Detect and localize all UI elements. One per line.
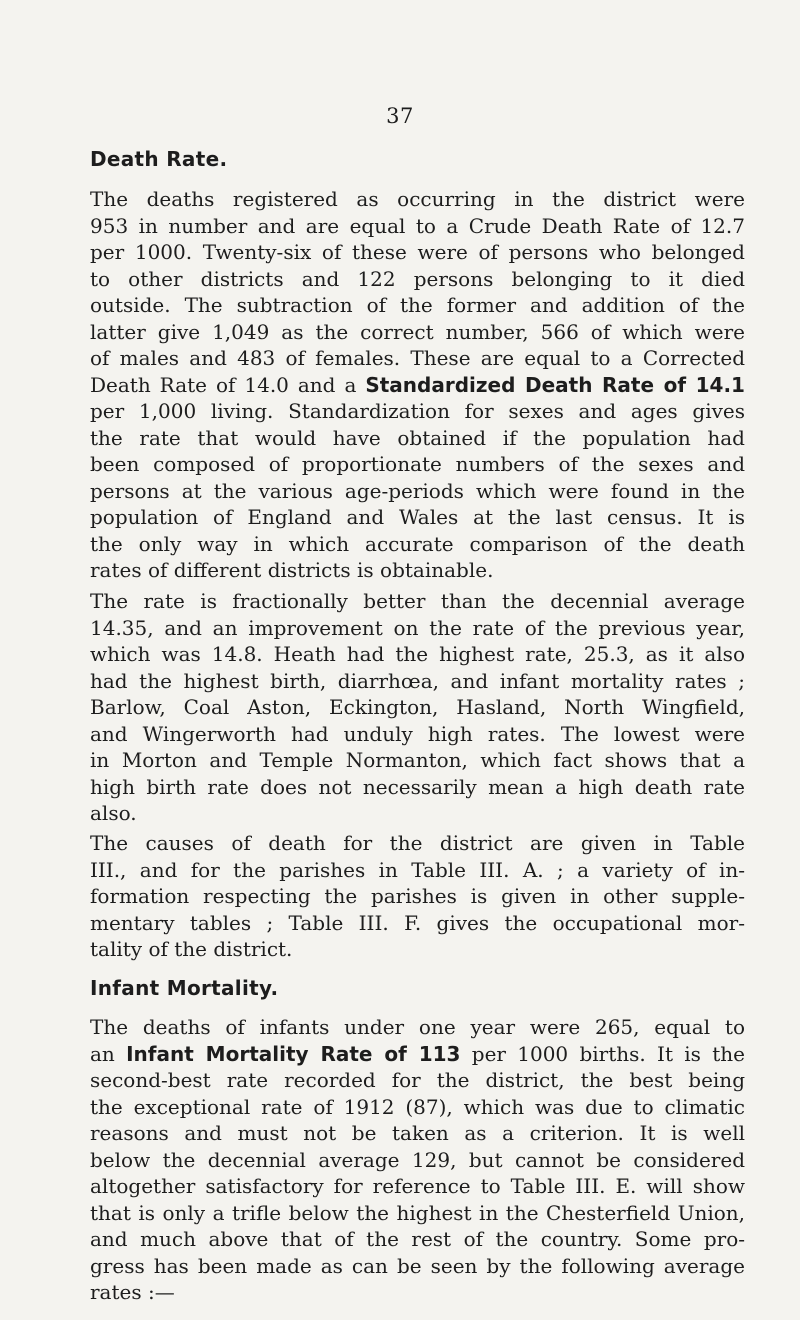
text-segment: The deaths registered as occurring in the district were	[90, 187, 745, 211]
text-line	[90, 721, 745, 748]
text-line	[90, 1226, 745, 1253]
text-segment: persons at the various age-periods which were found in the	[90, 478, 745, 503]
text-segment: 14.35, and an improvement on the rate of the previous year,	[90, 615, 745, 640]
text-segment: 953 in number and are equal to a Crude Death Rate of 12.7	[90, 213, 745, 238]
text-segment: in Morton and Temple Normanton, which fact shows that a	[90, 748, 745, 772]
text-line	[90, 531, 745, 558]
text-segment: below the decennial average 129, but cannot be considered	[90, 1147, 745, 1172]
text-line	[90, 398, 745, 425]
text-segment: per 1000 births. It is the	[460, 1041, 745, 1066]
text-line	[90, 345, 745, 372]
text-line	[90, 266, 745, 293]
text-segment: had the highest birth, diarrhœa, and infant mortality rates ;	[90, 668, 745, 693]
paragraph	[90, 588, 745, 827]
text-line	[90, 588, 745, 615]
emphasized-text: Infant Mortality Rate of 113	[126, 1041, 461, 1066]
text-segment: per 1000. Twenty-six of these were of persons who belonged	[90, 240, 745, 264]
text-line	[90, 910, 745, 937]
paragraph	[90, 830, 745, 963]
text-segment: Barlow, Coal Aston, Eckington, Hasland, North Wingfield,	[90, 695, 745, 719]
text-line	[90, 615, 745, 642]
text-segment: tality of the district.	[90, 937, 293, 961]
text-segment: formation respecting the parishes is given in other supple-	[90, 884, 745, 908]
text-line	[90, 774, 745, 801]
text-line	[90, 1041, 745, 1068]
text-segment: which was 14.8. Heath had the highest rate, 25.3, as it also	[90, 642, 745, 666]
text-segment: per 1,000 living. Standardization for sexes and ages gives	[90, 399, 745, 423]
text-segment: The rate is fractionally better than the decennial average	[90, 589, 745, 613]
paragraph	[90, 1014, 745, 1306]
text-segment: The causes of death for the district are given in Table	[90, 831, 745, 855]
text-segment: rates :—	[90, 1280, 175, 1304]
text-segment: outside. The subtraction of the former and addition of the	[90, 293, 745, 317]
text-line	[90, 1253, 745, 1280]
text-segment: of males and 483 of females. These are equal to a Corrected	[90, 346, 745, 370]
paragraph	[90, 186, 745, 584]
text-segment: mentary tables ; Table III. F. gives the occupational mor-	[90, 910, 745, 935]
text-segment: The deaths of infants under one year were 265, equal to	[90, 1015, 745, 1039]
text-line	[90, 1094, 745, 1121]
text-segment: been composed of proportionate numbers of the sexes and	[90, 452, 745, 476]
emphasized-text: Standardized Death Rate of 14.1	[365, 372, 745, 397]
text-line	[90, 213, 745, 240]
text-line	[90, 1173, 745, 1200]
text-segment: gress has been made as can be seen by the following average	[90, 1253, 745, 1278]
text-line	[90, 372, 745, 399]
text-line	[90, 1067, 745, 1094]
text-line	[90, 668, 745, 695]
text-segment: reasons and must not be taken as a criterion. It is well	[90, 1121, 745, 1145]
text-line	[90, 800, 745, 827]
text-line	[90, 830, 745, 857]
text-segment: an	[90, 1041, 127, 1066]
text-line	[90, 857, 745, 884]
text-line	[90, 504, 745, 531]
text-segment: to other districts and 122 persons belonging to it died	[90, 266, 745, 291]
text-line	[90, 1147, 745, 1174]
text-line	[90, 1200, 745, 1227]
text-line	[90, 292, 745, 319]
text-line	[90, 239, 745, 266]
text-line	[90, 1014, 745, 1041]
text-line	[90, 694, 745, 721]
text-segment: and much above that of the rest of the country. Some pro-	[90, 1227, 745, 1251]
page-number: 37	[386, 104, 414, 128]
text-line	[90, 747, 745, 774]
text-segment: the only way in which accurate comparison of the death	[90, 531, 745, 556]
section-heading-death-rate: Death Rate.	[90, 147, 228, 171]
text-line	[90, 1279, 745, 1306]
text-segment: that is only a trifle below the highest in the Chesterfield Union,	[90, 1200, 745, 1225]
text-segment: second-best rate recorded for the district, the best being	[90, 1068, 745, 1092]
text-segment: Death Rate of 14.0 and a	[90, 372, 366, 397]
text-line	[90, 186, 745, 213]
text-line	[90, 1120, 745, 1147]
text-segment: the exceptional rate of 1912 (87), which was due to climatic	[90, 1094, 745, 1119]
section-heading-infant-mortality: Infant Mortality.	[90, 976, 279, 1000]
text-line	[90, 319, 745, 346]
text-line	[90, 936, 745, 963]
text-segment: also.	[90, 801, 137, 825]
text-segment: rates of different districts is obtainable.	[90, 558, 494, 582]
text-line	[90, 478, 745, 505]
text-segment: high birth rate does not necessarily mean a high death rate	[90, 774, 745, 799]
text-segment: and Wingerworth had unduly high rates. The lowest were	[90, 721, 745, 746]
text-segment: altogether satisfactory for reference to Table III. E. will show	[90, 1174, 745, 1198]
text-line	[90, 883, 745, 910]
text-line	[90, 425, 745, 452]
text-line	[90, 641, 745, 668]
text-segment: population of England and Wales at the last census. It is	[90, 505, 745, 529]
text-segment: III., and for the parishes in Table III. A. ; a variety of in-	[90, 857, 745, 882]
text-segment: latter give 1,049 as the correct number, 566 of which were	[90, 319, 745, 344]
text-line	[90, 557, 745, 584]
text-line	[90, 451, 745, 478]
text-segment: the rate that would have obtained if the population had	[90, 425, 745, 450]
